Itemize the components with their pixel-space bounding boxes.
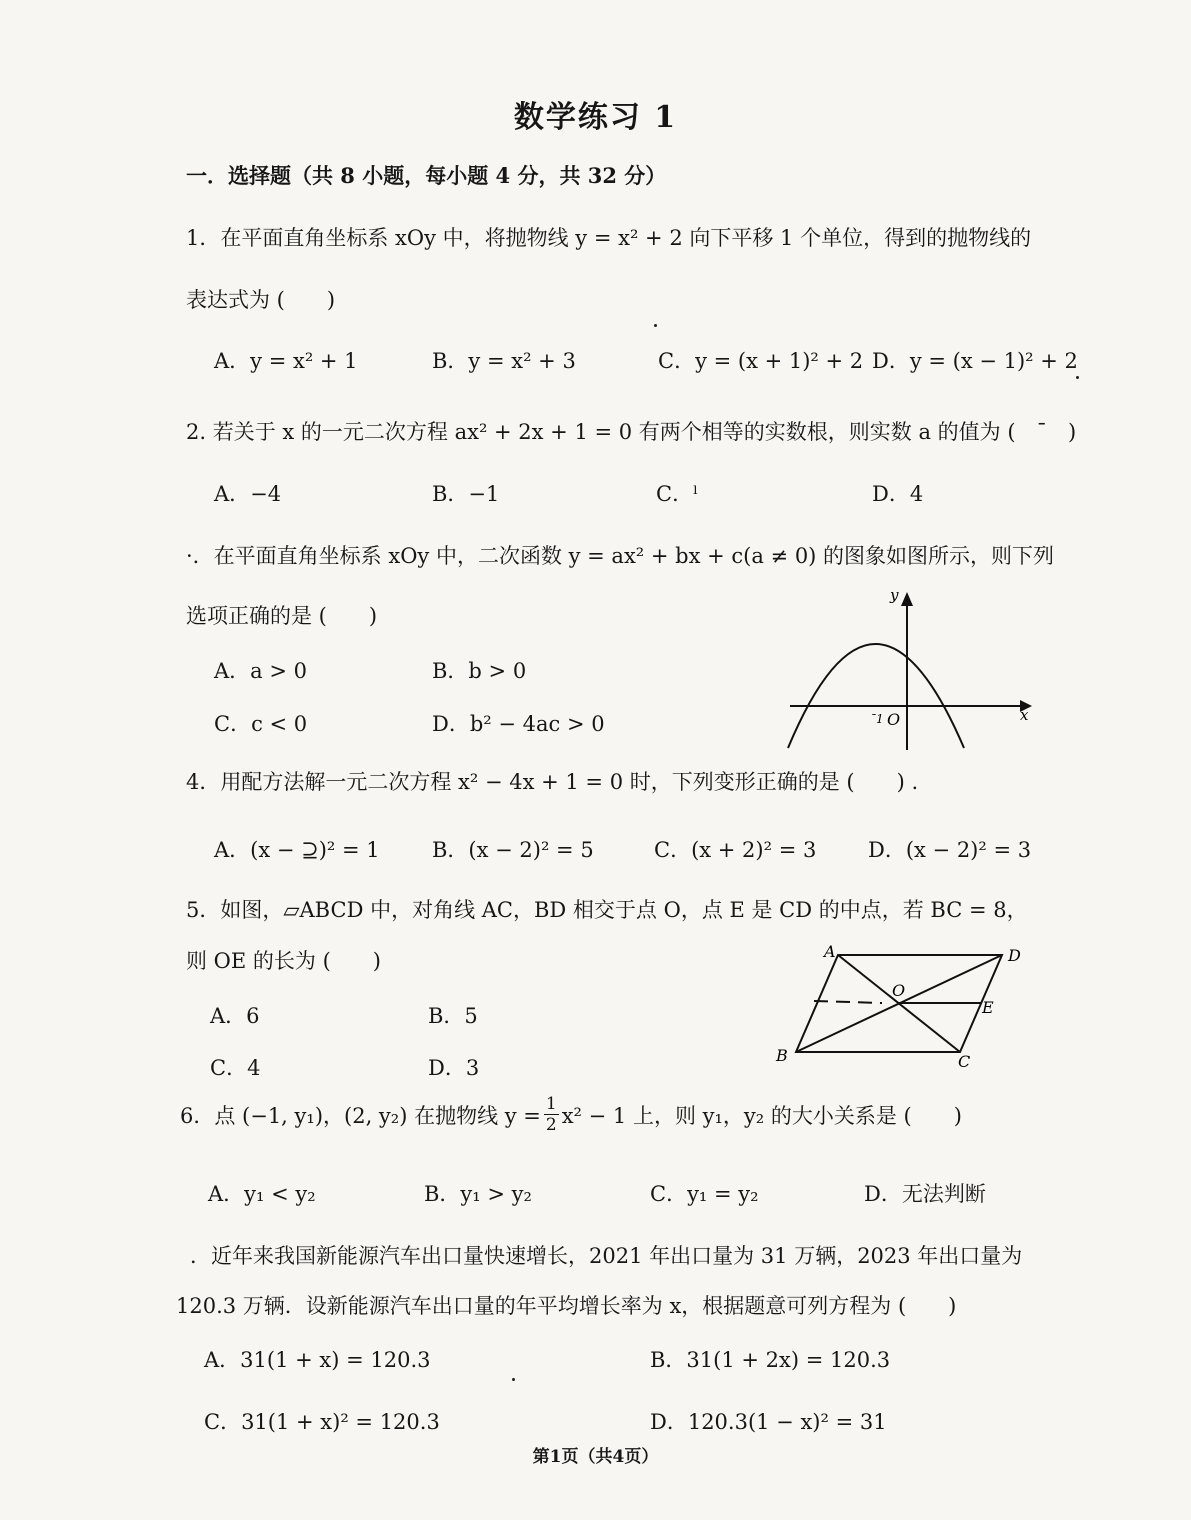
q7-option-b: B．31(1 + 2x) = 120.3 bbox=[650, 1348, 891, 1372]
q6-fraction-numerator: 1 bbox=[545, 1094, 557, 1114]
parallelogram-figure bbox=[770, 935, 1040, 1075]
q6-option-a: A．y₁ < y₂ bbox=[208, 1182, 316, 1206]
parabola-curve bbox=[788, 644, 964, 748]
q2-option-c: C．ˡ bbox=[656, 482, 699, 506]
q7-stem-line2: 120.3 万辆．设新能源汽车出口量的年平均增长率为 x，根据题意可列方程为 ( ) bbox=[176, 1294, 957, 1318]
parabola-figure bbox=[770, 580, 1040, 760]
q5-option-b: B．5 bbox=[428, 1004, 478, 1028]
q4-stem: 4．用配方法解一元二次方程 x² − 4x + 1 = 0 时，下列变形正确的是 ( ) . bbox=[186, 770, 919, 794]
label-o: O bbox=[892, 981, 906, 1000]
x-axis-label: x bbox=[1020, 706, 1029, 724]
scan-speck bbox=[654, 324, 657, 327]
q3-option-b: B．b > 0 bbox=[432, 659, 527, 683]
q1-option-a: A．y = x² + 1 bbox=[214, 349, 358, 373]
q2-stem: 2. 若关于 x 的一元二次方程 ax² + 2x + 1 = 0 有两个相等的实数根，则实数 a 的值为 ( ˉ ) bbox=[186, 420, 1077, 444]
q6-fraction-denominator: 2 bbox=[545, 1115, 557, 1135]
q4-option-c: C．(x + 2)² = 3 bbox=[654, 838, 817, 862]
q2-option-a: A．−4 bbox=[214, 482, 282, 506]
q7-option-c: C．31(1 + x)² = 120.3 bbox=[204, 1410, 440, 1434]
q1-option-c: C．y = (x + 1)² + 2 bbox=[658, 349, 864, 373]
label-b: B bbox=[776, 1046, 788, 1065]
q7-option-a: A．31(1 + x) = 120.3 bbox=[204, 1348, 431, 1372]
q5-option-c: C．4 bbox=[210, 1056, 261, 1080]
q1-option-b: B．y = x² + 3 bbox=[432, 349, 576, 373]
q6-stem-post: x² − 1 上，则 y₁，y₂ 的大小关系是 ( ) bbox=[561, 1103, 962, 1128]
page-footer: 第1页（共4页） bbox=[532, 1447, 659, 1467]
q2-option-b: B．−1 bbox=[432, 482, 500, 506]
q3-option-a: A．a > 0 bbox=[214, 659, 307, 683]
label-d: D bbox=[1008, 946, 1021, 965]
section-heading: 一．选择题（共 8 小题，每小题 4 分，共 32 分） bbox=[186, 163, 667, 188]
scan-speck bbox=[1076, 376, 1079, 379]
page-title: 数学练习 1 bbox=[513, 100, 678, 135]
origin-label: O bbox=[887, 710, 901, 729]
tick-label: ˉ1 bbox=[870, 712, 884, 726]
q4-option-a: A．(x − ⊇)² = 1 bbox=[214, 838, 380, 862]
q7-stem-line1: ．近年来我国新能源汽车出口量快速增长，2021 年出口量为 31 万辆，2023 年出口量为 bbox=[190, 1244, 1023, 1268]
y-axis-arrow bbox=[901, 592, 913, 606]
scan-speck bbox=[512, 1378, 515, 1381]
q2-option-d: D．4 bbox=[872, 482, 924, 506]
q4-option-b: B．(x − 2)² = 5 bbox=[432, 838, 594, 862]
q5-stem-line2: 则 OE 的长为 ( ) bbox=[186, 949, 381, 973]
label-e: E bbox=[982, 998, 994, 1017]
q1-stem-line2: 表达式为 ( ) bbox=[186, 288, 336, 312]
y-axis-label: y bbox=[890, 586, 899, 604]
q5-option-d: D．3 bbox=[428, 1056, 480, 1080]
q6-option-c: C．y₁ = y₂ bbox=[650, 1182, 759, 1206]
q3-stem-line1: ·．在平面直角坐标系 xOy 中，二次函数 y = ax² + bx + c(a ≠ 0) 的图象如图所示，则下列 bbox=[186, 544, 1055, 568]
q5-option-a: A．6 bbox=[210, 1004, 260, 1028]
q4-option-d: D．(x − 2)² = 3 bbox=[868, 838, 1032, 862]
q7-option-d: D．120.3(1 − x)² = 31 bbox=[650, 1410, 887, 1434]
dashed-extension bbox=[814, 1001, 882, 1003]
q5-stem-line1: 5．如图，▱ABCD 中，对角线 AC，BD 相交于点 O，点 E 是 CD 的中点，若 BC = 8， bbox=[186, 898, 1028, 922]
q6-option-d: D．无法判断 bbox=[864, 1182, 986, 1206]
q6-stem bbox=[180, 1094, 962, 1135]
q6-fraction bbox=[544, 1094, 559, 1135]
label-c: C bbox=[958, 1052, 971, 1071]
q6-option-b: B．y₁ > y₂ bbox=[424, 1182, 532, 1206]
q3-option-d: D．b² − 4ac > 0 bbox=[432, 712, 605, 736]
q3-stem-line2: 选项正确的是 ( ) bbox=[186, 604, 378, 628]
q1-option-d: D．y = (x − 1)² + 2 bbox=[872, 349, 1078, 373]
q3-option-c: C．c < 0 bbox=[214, 712, 308, 736]
label-a: A bbox=[824, 942, 836, 961]
q6-stem-pre: 6．点 (−1, y₁)，(2, y₂) 在抛物线 y = bbox=[180, 1103, 541, 1128]
q1-stem-line1: 1．在平面直角坐标系 xOy 中，将抛物线 y = x² + 2 向下平移 1 个单位，得到的抛物线的 bbox=[186, 226, 1032, 250]
